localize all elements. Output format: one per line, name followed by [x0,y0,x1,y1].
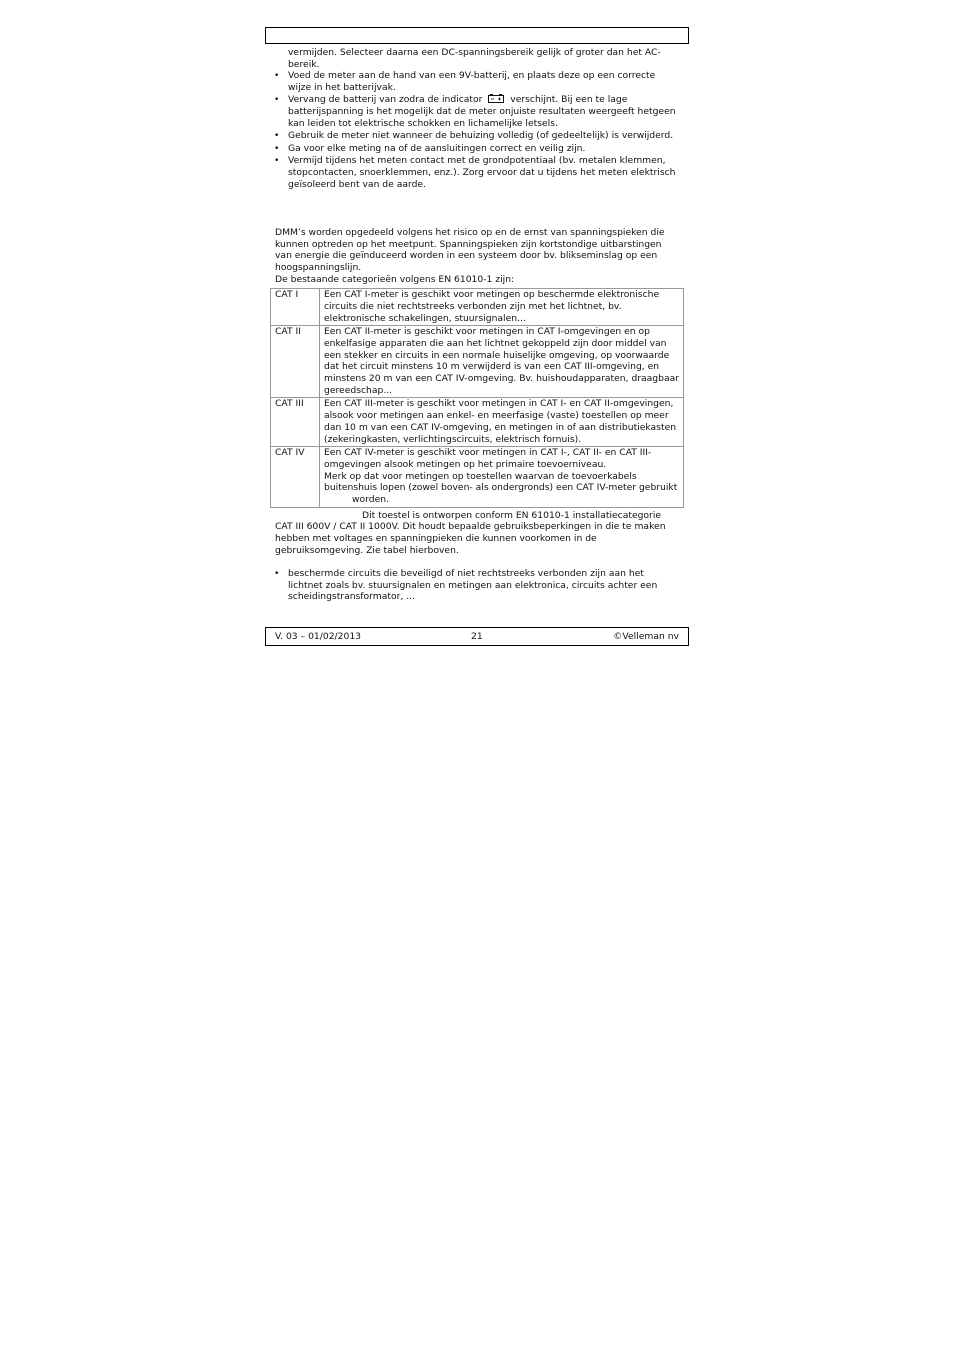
page-header-box [265,27,689,44]
category-description: Een CAT II-meter is geschikt voor metingen in CAT I-omgevingen en op enkelfasige apparaten die aan het lichtnet gekoppeld zijn door middel van een stekker en circuits in een normale huiselijke omgeving, op voorwaarde dat het circuit minstens 10 m verwijderd is van een CAT III-omgeving, en minstens 20 m van een CAT IV-omgeving. Bv. huishoudapparaten, draagbaar gereedschap... [320,326,684,398]
footer-page-number: 21 [471,631,483,642]
list-item: • Ga voor elke meting na of de aansluitingen correct en veilig zijn. [274,142,586,154]
category-description: Een CAT IV-meter is geschikt voor metingen in CAT I-, CAT II- en CAT III-omgevingen alsook metingen op het primaire toevoerniveau. [324,447,652,470]
category-name: CAT I [271,289,320,326]
category-description: Een CAT III-meter is geschikt voor metingen in CAT I- en CAT II-omgevingen, alsook voor metingen aan enkel- en meerfasige (vaste) toestellen op meer dan 10 m van een CAT IV-omgeving, en metingen in of aan distributiekasten (zekeringkasten, verlichtingscircuits, elektrisch fornuis). [320,398,684,447]
continued-list-text: vermijden. Selecteer daarna een DC-spanningsbereik gelijk of groter dan het AC-bereik. [288,47,661,70]
table-row [271,447,684,508]
table-row [271,326,684,398]
list-item: • Gebruik de meter niet wanneer de behuizing volledig (of gedeeltelijk) is verwijderd. [274,130,674,142]
page-footer [265,627,689,646]
battery-icon [488,94,504,103]
category-note: Merk op dat voor metingen op toestellen waarvan de toevoerkabels buitenshuis lopen (zowel boven- als ondergronds) een CAT IV-meter gebruiktworden. [324,470,678,506]
bullet-icon: • [274,130,280,142]
conformity-paragraph [265,510,689,556]
table-row [271,289,684,326]
category-name: CAT IV [271,447,320,508]
page-content [265,47,689,604]
category-name: CAT III [271,398,320,447]
list-item-battery: • Vervang de batterij van zodra de indicator verschijnt. Bij een te lage batterijspanning is het mogelijk dat de meter onjuiste resultaten weergeeft hetgeen kan leiden tot elektrische schokken en lichamelijke letsels. [274,94,676,129]
list-item: • Vermijd tijdens het meten contact met de grondpotentiaal (bv. metalen klemmen, stopcontacten, snoerklemmen, enz.). Zorg ervoor dat u tijdens het meten elektrisch geïsoleerd bent van de aarde. [274,155,676,190]
category-intro-paragraph: DMM’s worden opgedeeld volgens het risico op en de ernst van spanningspieken die kunnen optreden op het meetpunt. Spanningspieken zijn kortstondige uitbarstingen van energie die geïnduceerd worden in een systeem door bv. blikseminslag op een hoogspanningslijn. [275,227,665,273]
category-name: CAT II [271,326,320,398]
bullet-icon: • [274,70,280,82]
bullet-icon: • [274,155,280,167]
conformity-first-line: Dit toestel is ontworpen conform EN 61010-1 installatiecategorie [362,509,662,521]
table-lead-text: De bestaande categorieën volgens EN 61010-1 zijn: [275,273,515,285]
category-description-cell [320,447,684,508]
bullet-icon: • [274,568,280,580]
footer-version: V. 03 – 01/02/2013 [275,631,362,642]
list-item: • beschermde circuits die beveiligd of niet rechtstreeks verbonden zijn aan het lichtnet zoals bv. stuursignalen en metingen aan elektronica, circuits achter een scheidingstransformator, ... [274,568,658,603]
table-row [271,398,684,447]
bullet-icon: • [274,94,280,106]
list-item: • Voed de meter aan de hand van een 9V-batterij, en plaats deze op een correcte wijze in het batterijvak. [274,70,656,93]
footer-copyright: ©Velleman nv [613,631,679,642]
conformity-rest: CAT III 600V / CAT II 1000V. Dit houdt bepaalde gebruiksbeperkingen in die te maken hebben met voltages en spanningpieken die kunnen voorkomen in de gebruiksomgeving. Zie tabel hierboven. [275,521,666,556]
bullet-icon: • [274,142,280,154]
category-table [270,288,684,508]
category-description: Een CAT I-meter is geschikt voor metingen op beschermde elektronische circuits die niet rechtstreeks verbonden zijn met het lichtnet, bv. elektronische schakelingen, stuursignalen… [320,289,684,326]
